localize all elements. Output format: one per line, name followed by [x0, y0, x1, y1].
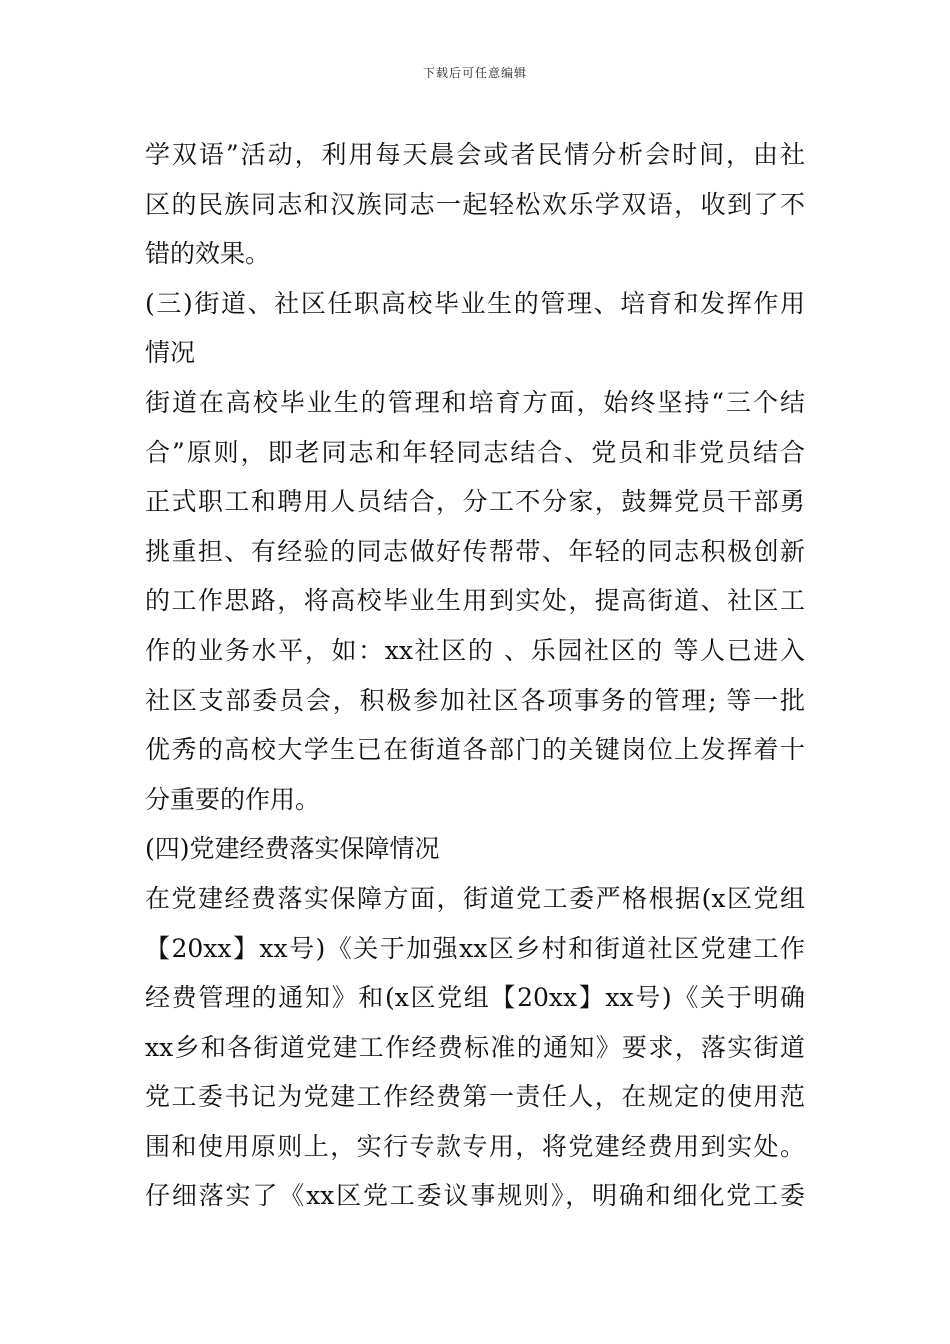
text-line: 分重要的作用。	[145, 784, 321, 814]
text-line: 的工作思路，将高校毕业生用到实处，提高街道、社区工	[145, 586, 805, 616]
text-line: 仔细落实了《xx区党工委议事规则》，明确和细化党工委	[145, 1181, 805, 1211]
section-heading: (四)党建经费落实保障情况	[145, 834, 440, 864]
text-line: 围和使用原则上，实行专款专用，将党建经费用到实处。	[145, 1131, 805, 1161]
section-heading: (三)街道、社区任职高校毕业生的管理、培育和发挥作用	[145, 288, 805, 318]
text-line: 错的效果。	[145, 239, 271, 269]
text-line: xx乡和各街道党建工作经费标准的通知》要求，落实街道	[145, 1032, 805, 1062]
text-line: 正式职工和聘用人员结合，分工不分家，鼓舞党员干部勇	[145, 487, 805, 517]
text-line: 在党建经费落实保障方面，街道党工委严格根据(x区党组	[145, 883, 805, 913]
text-line: 优秀的高校大学生已在街道各部门的关键岗位上发挥着十	[145, 735, 805, 765]
text-line: 作的业务水平，如：xx社区的 、乐园社区的 等人已进入	[145, 635, 805, 665]
section-heading-cont: 情况	[145, 338, 196, 368]
page-header: 下载后可任意编辑	[422, 66, 527, 80]
text-line: 【20xx】xx号)《关于加强xx区乡村和街道社区党建工作	[145, 933, 805, 963]
text-line: 学双语”活动，利用每天晨会或者民情分析会时间，由社	[145, 140, 805, 169]
text-line: 街道在高校毕业生的管理和培育方面，始终坚持“三个结	[145, 387, 805, 417]
document-body	[145, 130, 835, 1221]
text-line: 合”原则，即老同志和年轻同志结合、党员和非党员结合	[145, 437, 805, 467]
text-line: 区的民族同志和汉族同志一起轻松欢乐学双语，收到了不	[145, 189, 805, 219]
text-line: 党工委书记为党建工作经费第一责任人，在规定的使用范	[145, 1082, 805, 1112]
text-line: 挑重担、有经验的同志做好传帮带、年轻的同志积极创新	[145, 536, 805, 566]
text-line: 经费管理的通知》和(x区党组【20xx】xx号)《关于明确	[145, 983, 805, 1013]
text-line: 社区支部委员会，积极参加社区各项事务的管理; 等一批	[145, 685, 805, 715]
